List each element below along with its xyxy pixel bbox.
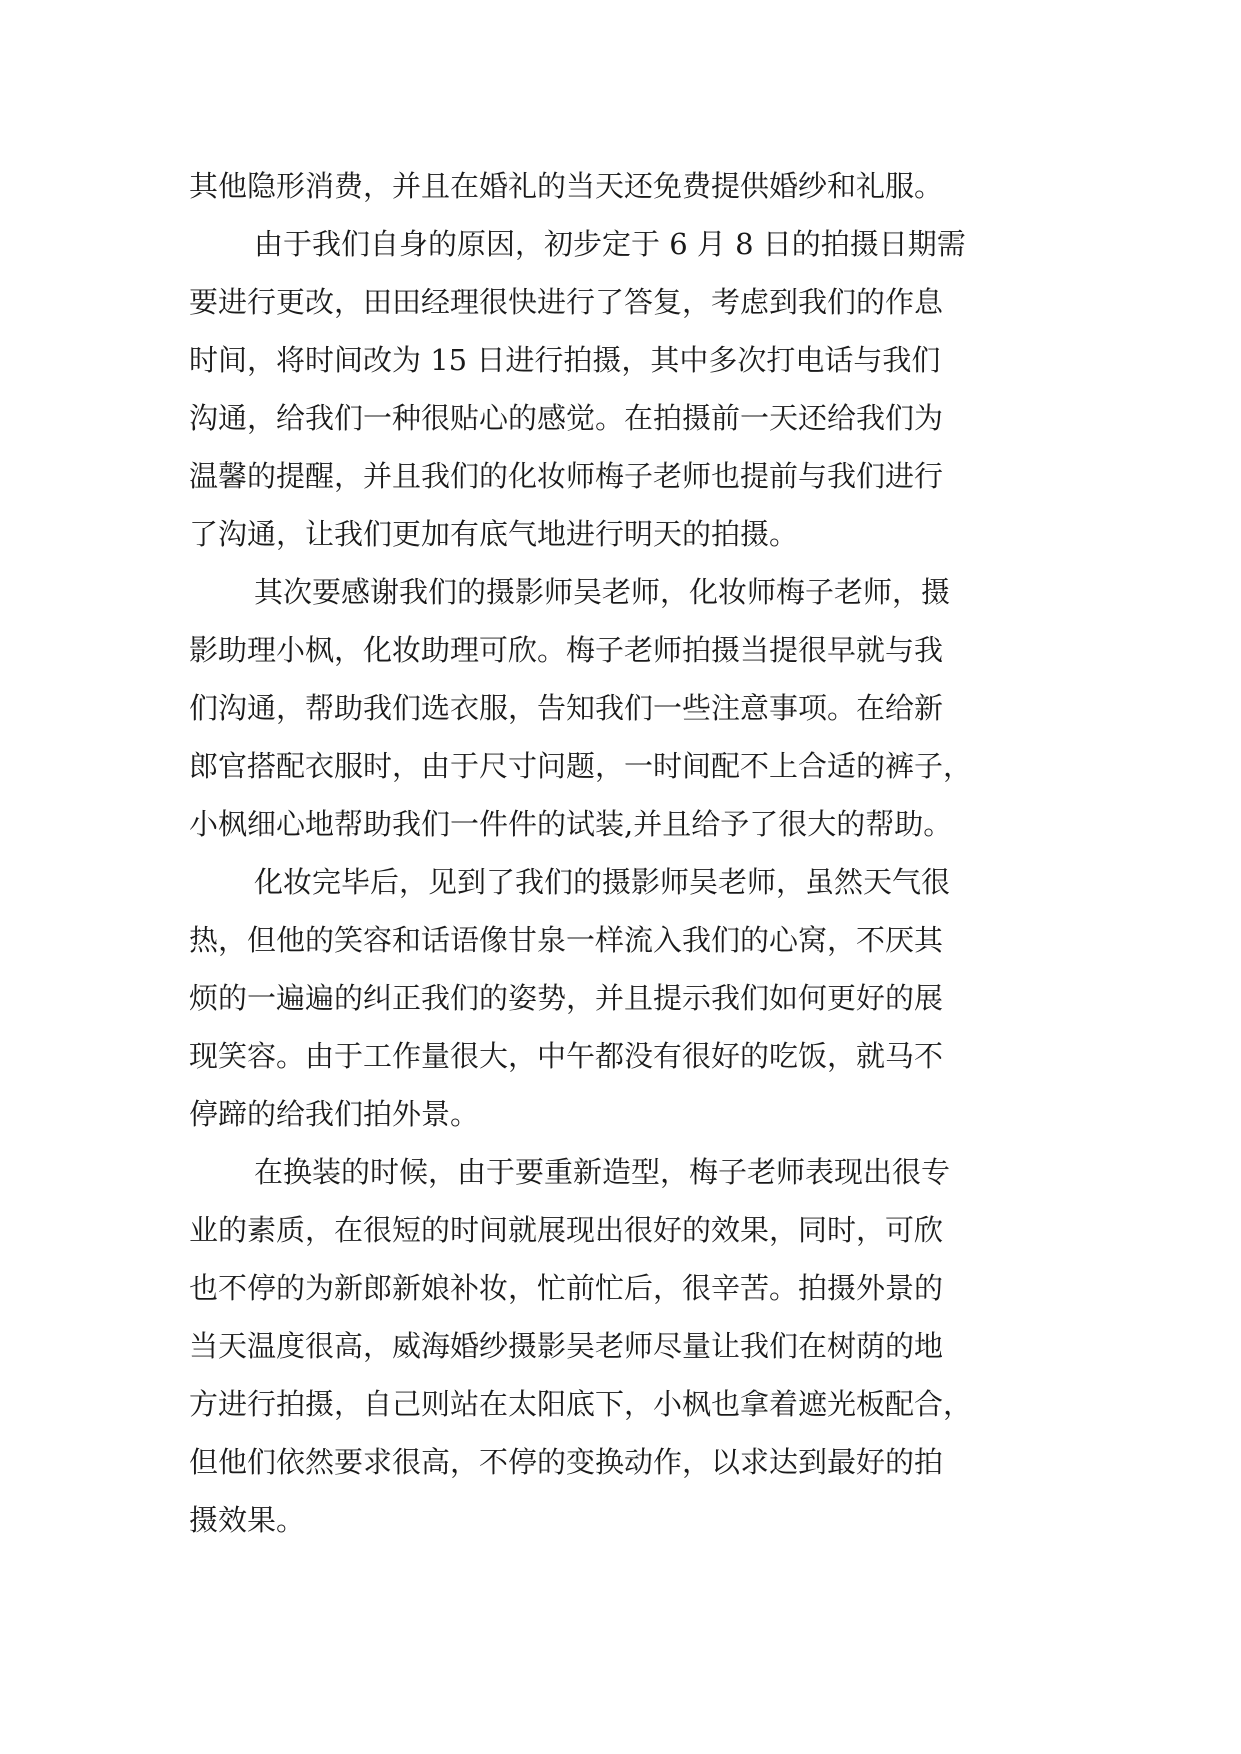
text-line: 方进行拍摄，自己则站在太阳底下，小枫也拿着遮光板配合， [189, 1387, 973, 1421]
text-line: 温馨的提醒，并且我们的化妆师梅子老师也提前与我们进行 [189, 459, 944, 493]
text-line: 但他们依然要求很高，不停的变换动作，以求达到最好的拍 [189, 1445, 944, 1479]
text-line: 停蹄的给我们拍外景。 [189, 1097, 480, 1131]
text-line: 郎官搭配衣服时，由于尺寸问题，一时间配不上合适的裤子， [189, 749, 973, 783]
paragraph-first-line: 在换装的时候，由于要重新造型，梅子老师表现出很专 [254, 1155, 951, 1189]
text-line: 沟通，给我们一种很贴心的感觉。在拍摄前一天还给我们为 [189, 401, 944, 435]
text-line: 了沟通，让我们更加有底气地进行明天的拍摄。 [189, 517, 799, 551]
text-line: 现笑容。由于工作量很大，中午都没有很好的吃饭，就马不 [189, 1039, 944, 1073]
text-line: 时间，将时间改为 15 日进行拍摄，其中多次打电话与我们 [189, 343, 941, 377]
paragraph-first-line: 其次要感谢我们的摄影师吴老师，化妆师梅子老师，摄 [254, 575, 951, 609]
text-line: 们沟通，帮助我们选衣服，告知我们一些注意事项。在给新 [189, 691, 944, 725]
text-line: 当天温度很高，威海婚纱摄影吴老师尽量让我们在树荫的地 [189, 1329, 944, 1363]
text-line: 也不停的为新郎新娘补妆，忙前忙后，很辛苦。拍摄外景的 [189, 1271, 944, 1305]
paragraph-first-line: 化妆完毕后，见到了我们的摄影师吴老师，虽然天气很 [254, 865, 951, 899]
text-line: 小枫细心地帮助我们一件件的试装,并且给予了很大的帮助。 [189, 807, 953, 841]
text-line: 其他隐形消费，并且在婚礼的当天还免费提供婚纱和礼服。 [189, 169, 944, 203]
text-line: 要进行更改，田田经理很快进行了答复，考虑到我们的作息 [189, 285, 944, 319]
text-line: 热，但他的笑容和话语像甘泉一样流入我们的心窝，不厌其 [189, 923, 944, 957]
text-line: 摄效果。 [189, 1503, 306, 1537]
paragraph-first-line: 由于我们自身的原因，初步定于 6 月 8 日的拍摄日期需 [254, 227, 966, 261]
text-line: 影助理小枫，化妆助理可欣。梅子老师拍摄当提很早就与我 [189, 633, 944, 667]
text-line: 烦的一遍遍的纠正我们的姿势，并且提示我们如何更好的展 [189, 981, 944, 1015]
text-line: 业的素质，在很短的时间就展现出很好的效果，同时，可欣 [189, 1213, 944, 1247]
